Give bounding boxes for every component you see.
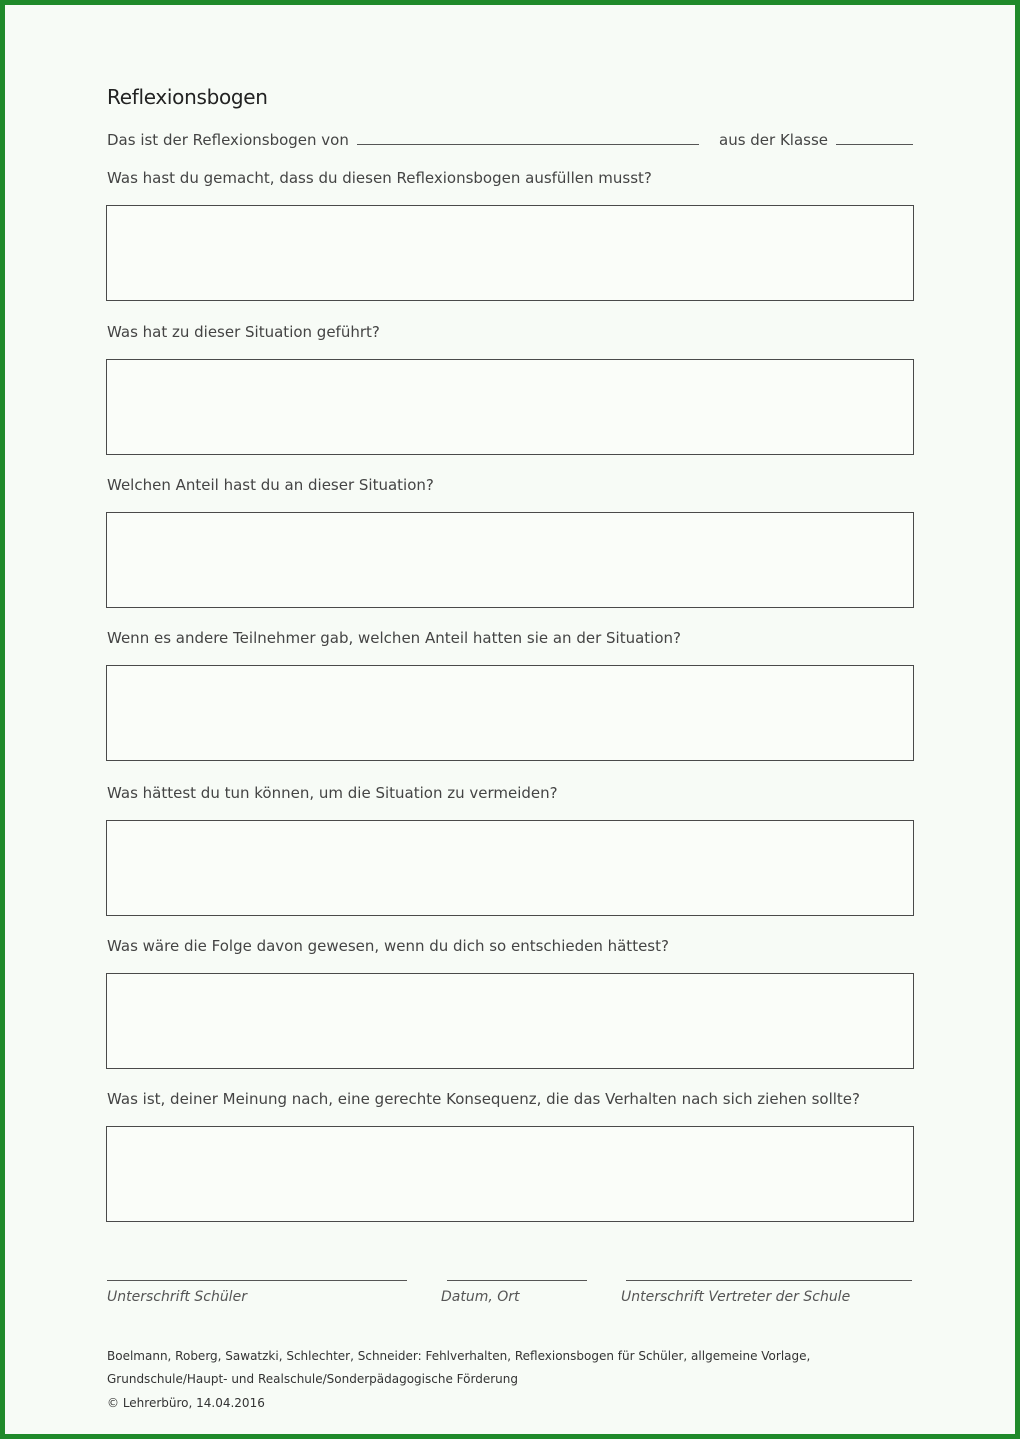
signature-school-line[interactable] xyxy=(626,1280,912,1281)
question-6: Was wäre die Folge davon gewesen, wenn du dich so entschieden hättest? xyxy=(107,937,669,955)
footer-citation-line-1: Boelmann, Roberg, Sawatzki, Schlechter, Schneider: Fehlverhalten, Reflexionsbogen für Schüler, allgemeine Vorlage, xyxy=(107,1349,811,1363)
name-field[interactable] xyxy=(357,144,699,145)
worksheet xyxy=(5,5,1015,1434)
date-place-label: Datum, Ort xyxy=(441,1289,520,1305)
question-4: Wenn es andere Teilnehmer gab, welchen Anteil hatten sie an der Situation? xyxy=(107,629,681,647)
question-5: Was hättest du tun können, um die Situation zu vermeiden? xyxy=(107,784,558,802)
date-place-line[interactable] xyxy=(447,1280,587,1281)
question-7: Was ist, deiner Meinung nach, eine gerechte Konsequenz, die das Verhalten nach sich ziehen sollte? xyxy=(107,1090,860,1108)
answer-box-1[interactable] xyxy=(106,205,914,301)
question-3: Welchen Anteil hast du an dieser Situation? xyxy=(107,476,434,494)
name-label: Das ist der Reflexionsbogen von xyxy=(107,131,349,149)
signature-student-label: Unterschrift Schüler xyxy=(107,1289,247,1305)
answer-box-2[interactable] xyxy=(106,359,914,455)
answer-box-3[interactable] xyxy=(106,512,914,608)
signature-school-label: Unterschrift Vertreter der Schule xyxy=(621,1289,851,1305)
answer-box-4[interactable] xyxy=(106,665,914,761)
question-1: Was hast du gemacht, dass du diesen Reflexionsbogen ausfüllen musst? xyxy=(107,169,652,187)
question-2: Was hat zu dieser Situation geführt? xyxy=(107,323,380,341)
signature-student-line[interactable] xyxy=(107,1280,407,1281)
header-fields xyxy=(107,131,917,153)
footer-citation-line-2: Grundschule/Haupt- und Realschule/Sonderpädagogische Förderung xyxy=(107,1372,518,1386)
footer-copyright: © Lehrerbüro, 14.04.2016 xyxy=(107,1396,265,1410)
class-field[interactable] xyxy=(836,144,913,145)
answer-box-5[interactable] xyxy=(106,820,914,916)
class-label: aus der Klasse xyxy=(719,131,829,149)
page-title: Reflexionsbogen xyxy=(107,85,268,109)
answer-box-6[interactable] xyxy=(106,973,914,1069)
answer-box-7[interactable] xyxy=(106,1126,914,1222)
